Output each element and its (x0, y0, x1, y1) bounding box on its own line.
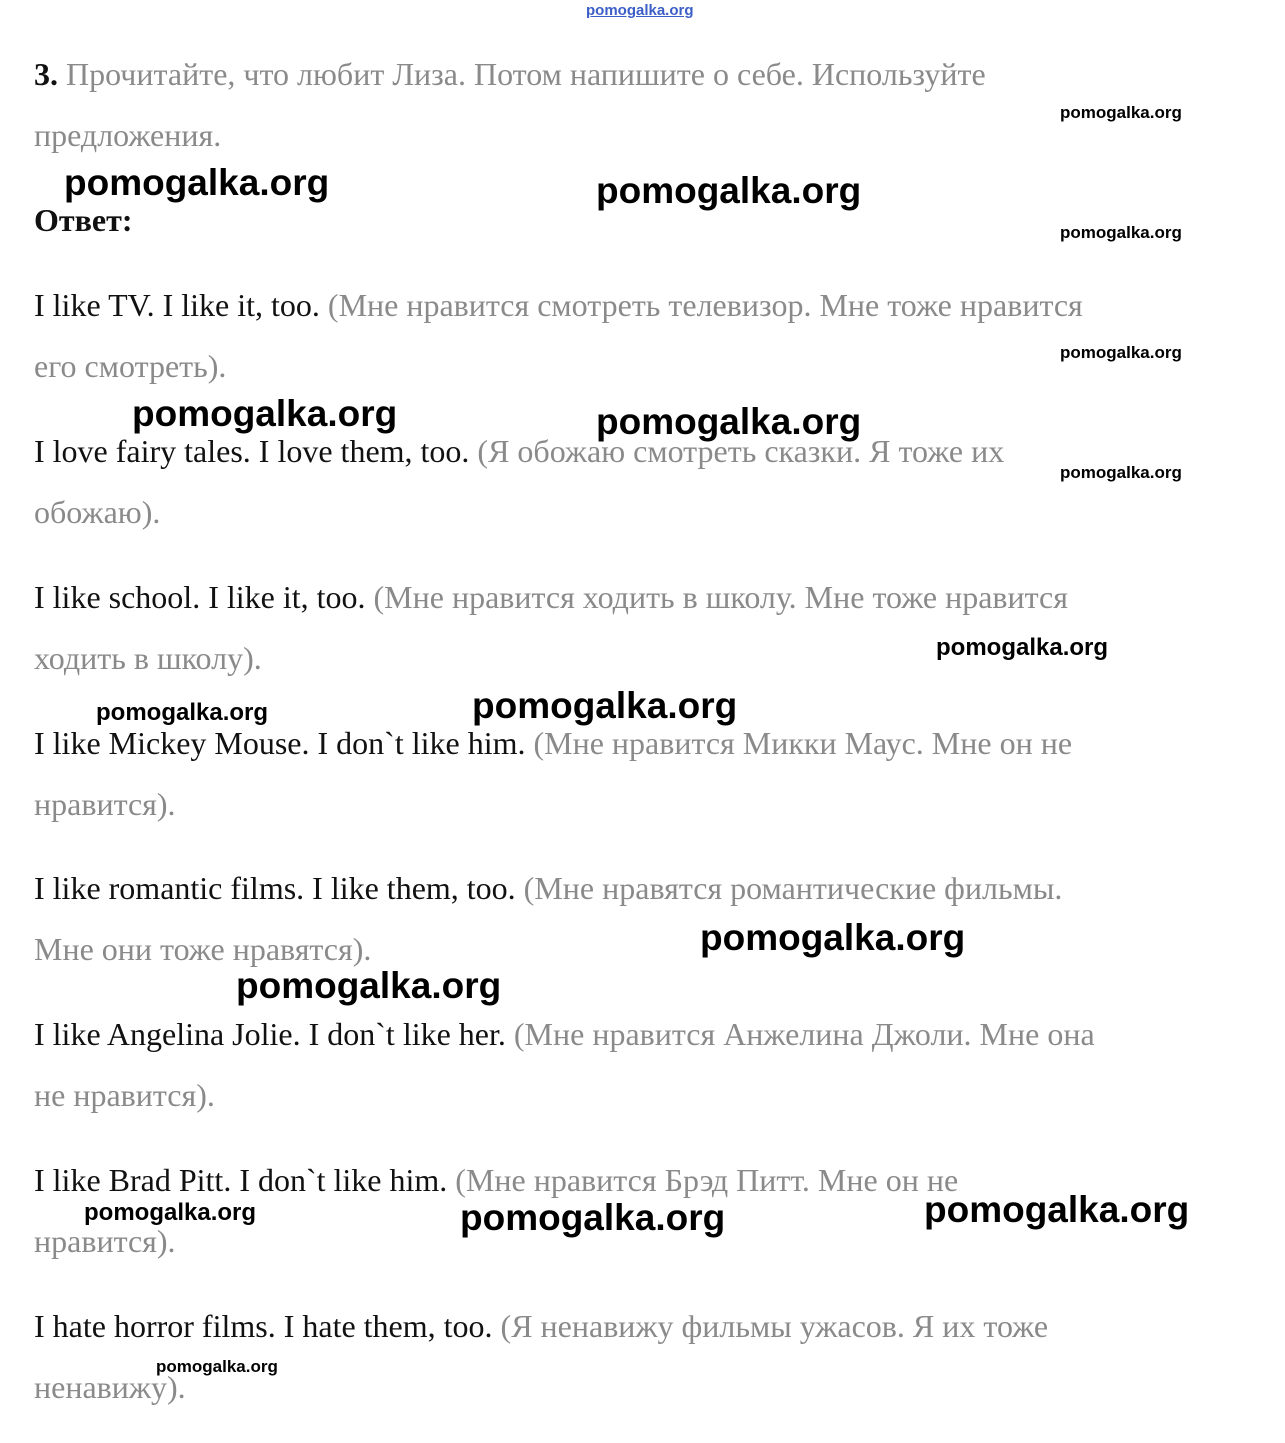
watermark: pomogalka.org (596, 401, 862, 442)
answer-7-english: I like Brad Pitt. I don`t like him. (34, 1162, 448, 1198)
answer-3-translation: (Мне нравится ходить в школу. Мне тоже нравится (373, 579, 1068, 615)
watermark: pomogalka.org (84, 1199, 257, 1226)
watermark: pomogalka.org (596, 170, 862, 211)
task-number: 3. (34, 56, 58, 92)
answer-5-line2: Мне они тоже нравятся). (34, 931, 372, 967)
answer-5-line1 (34, 870, 1062, 906)
watermark: pomogalka.org (924, 1189, 1190, 1230)
watermark: pomogalka.org (96, 699, 269, 726)
answer-4-line2: нравится). (34, 786, 176, 822)
answer-1-english: I like TV. I like it, too. (34, 287, 320, 323)
task-instruction-line1 (34, 56, 986, 92)
answer-7-translation: (Мне нравится Брэд Питт. Мне он не (455, 1162, 959, 1198)
answer-3-english: I like school. I like it, too. (34, 579, 366, 615)
answer-1-line2: его смотреть). (34, 348, 227, 384)
answer-5-translation: (Мне нравятся романтические фильмы. (523, 870, 1063, 906)
answer-3-line2: ходить в школу). (34, 640, 262, 676)
watermark: pomogalka.org (700, 917, 966, 958)
watermark: pomogalka.org (460, 1197, 726, 1238)
task-instruction-text: Прочитайте, что любит Лиза. Потом напишите о себе. Используйте (66, 56, 986, 92)
answer-label: Ответ: (34, 202, 133, 238)
watermark: pomogalka.org (64, 162, 330, 203)
watermark: pomogalka.org (236, 965, 502, 1006)
answer-7-line1 (34, 1162, 958, 1198)
answer-7-line2: нравится). (34, 1223, 176, 1259)
answer-8-translation: (Я ненавижу фильмы ужасов. Я их тоже (500, 1308, 1049, 1344)
answer-4-line1 (34, 725, 1072, 761)
answer-1-translation: (Мне нравится смотреть телевизор. Мне тоже нравится (327, 287, 1083, 323)
answer-8-line2: ненавижу). (34, 1369, 186, 1405)
site-link[interactable]: pomogalka.org (586, 2, 694, 19)
answer-4-english: I like Mickey Mouse. I don`t like him. (34, 725, 526, 761)
watermark: pomogalka.org (1060, 463, 1182, 482)
answer-3-line1 (34, 579, 1068, 615)
answer-8-english: I hate horror films. I hate them, too. (34, 1308, 493, 1344)
watermark: pomogalka.org (1060, 103, 1182, 122)
answer-6-line1 (34, 1016, 1095, 1052)
answer-2-english: I love fairy tales. I love them, too. (34, 433, 470, 469)
answer-5-english: I like romantic films. I like them, too. (34, 870, 516, 906)
answer-6-line2: не нравится). (34, 1077, 215, 1113)
answer-1-line1 (34, 287, 1083, 323)
answer-6-translation: (Мне нравится Анжелина Джоли. Мне она (513, 1016, 1095, 1052)
watermark: pomogalka.org (936, 634, 1109, 661)
task-instruction-line2: предложения. (34, 117, 222, 153)
answer-8-line1 (34, 1308, 1048, 1344)
answer-2-translation: (Я обожаю смотреть сказки. Я тоже их (477, 433, 1005, 469)
answer-6-english: I like Angelina Jolie. I don`t like her. (34, 1016, 506, 1052)
answer-2-line2: обожаю). (34, 494, 161, 530)
watermark: pomogalka.org (472, 685, 738, 726)
watermark: pomogalka.org (132, 393, 398, 434)
answer-4-translation: (Мне нравится Микки Маус. Мне он не (533, 725, 1073, 761)
watermark: pomogalka.org (1060, 223, 1182, 242)
watermark: pomogalka.org (1060, 343, 1182, 362)
watermark: pomogalka.org (156, 1357, 278, 1376)
